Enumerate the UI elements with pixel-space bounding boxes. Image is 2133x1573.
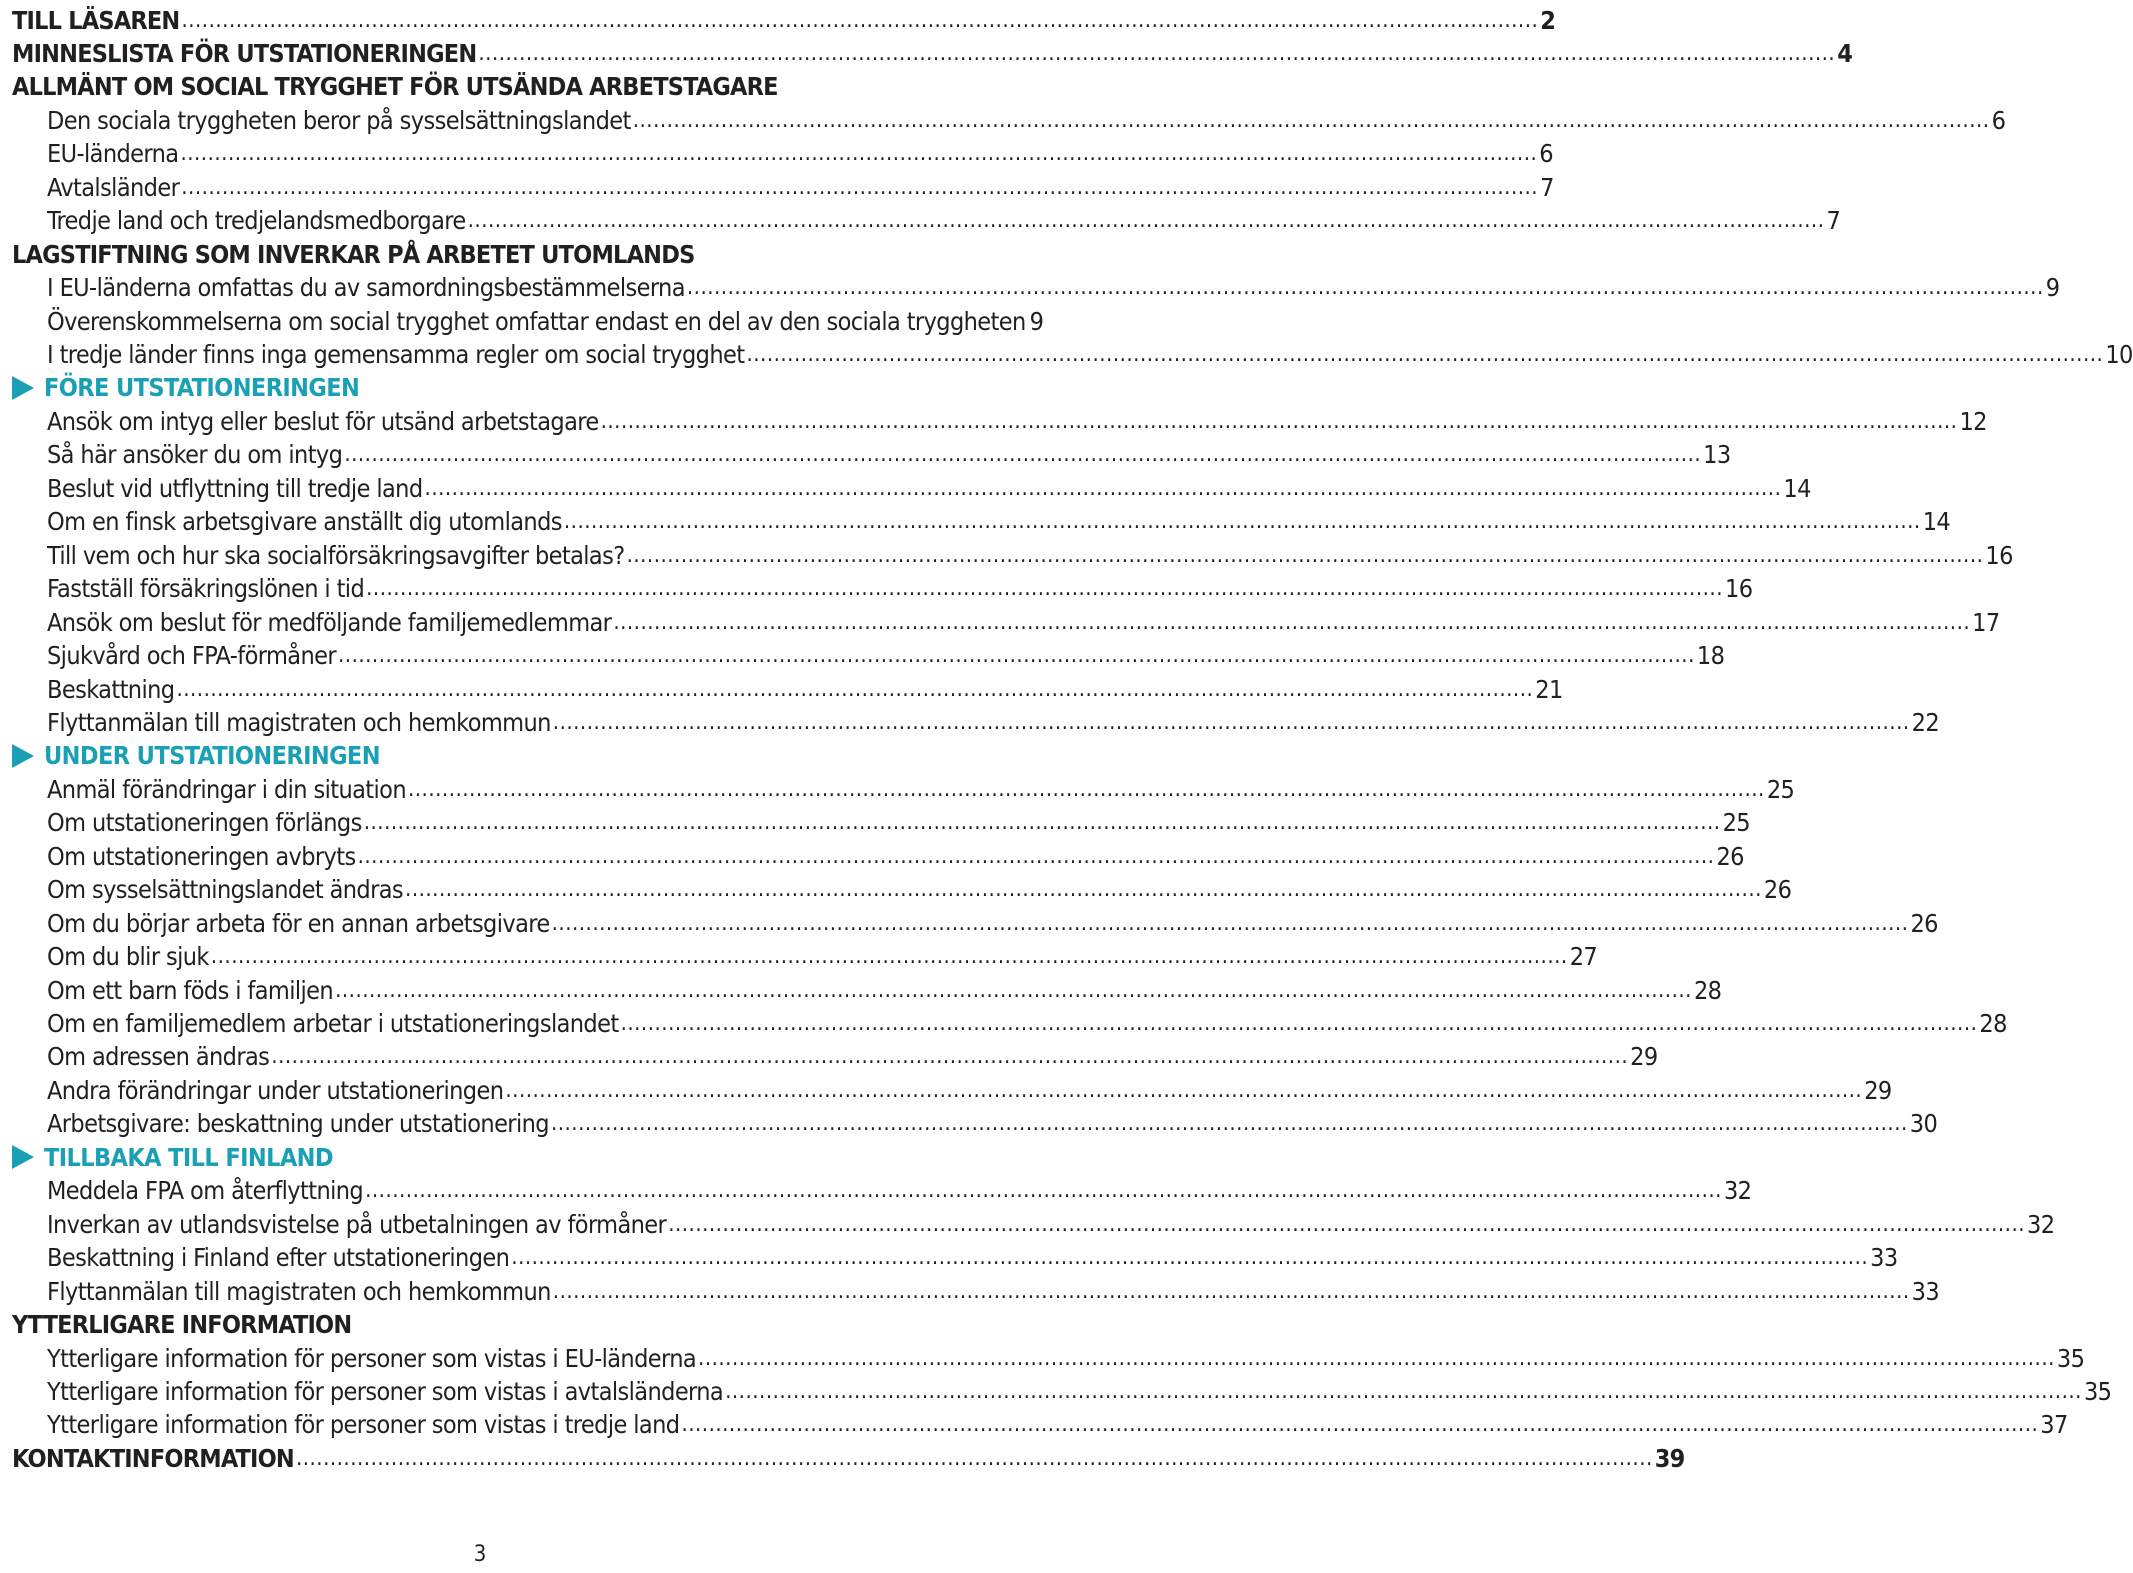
toc-page-number: 4: [1837, 38, 1853, 68]
dot-leader: [687, 275, 2044, 300]
toc-section-heading[interactable]: [12, 371, 957, 405]
toc-label: Avtalsländer: [47, 172, 180, 202]
toc-label: TILLBAKA TILL FINLAND: [44, 1142, 333, 1172]
toc-label: EU-länderna: [47, 139, 179, 169]
toc-entry[interactable]: [47, 940, 1598, 974]
toc-entry[interactable]: [47, 705, 1940, 739]
toc-heading[interactable]: [12, 36, 1853, 70]
dot-leader: [338, 643, 1695, 668]
toc-label: Så här ansöker du om intyg: [47, 440, 343, 470]
toc-page-number: 35: [2083, 1376, 2112, 1406]
dot-leader: [627, 543, 1984, 568]
toc-label: YTTERLIGARE INFORMATION: [12, 1310, 352, 1340]
toc-label: TILL LÄSAREN: [12, 5, 180, 35]
dot-leader: [211, 944, 1568, 969]
toc-page-number: 32: [2027, 1209, 2055, 1239]
toc-page-number: 16: [1724, 574, 1753, 604]
toc-page-number: 13: [1703, 440, 1731, 470]
toc-label: Om du börjar arbeta för en annan arbetsgivare: [47, 908, 550, 938]
toc-entry[interactable]: [47, 572, 1753, 606]
toc-page-number: 26: [1910, 908, 1938, 938]
toc-entry[interactable]: [47, 906, 1938, 940]
toc-entry[interactable]: [47, 438, 1731, 472]
dot-leader: [478, 41, 1835, 66]
toc-label: Arbetsgivare: beskattning under utstationering: [47, 1109, 549, 1139]
dot-leader: [601, 409, 1958, 434]
dot-leader: [425, 476, 1782, 501]
dot-leader: [505, 1078, 1862, 1103]
toc-page-number: 22: [1911, 707, 1940, 737]
toc-label: Flyttanmälan till magistraten och hemkommun: [47, 707, 551, 737]
dot-leader: [551, 1111, 1908, 1136]
toc-page-number: 18: [1696, 641, 1725, 671]
toc-entry[interactable]: [47, 304, 1044, 338]
toc-label: Om en familjemedlem arbetar i utstationeringslandet: [47, 1009, 619, 1038]
toc-label: Tredje land och tredjelandsmedborgare: [47, 206, 466, 236]
toc-entry[interactable]: [47, 873, 1792, 907]
toc-entry[interactable]: [47, 772, 1795, 806]
toc-page-number: 28: [1979, 1009, 2007, 1038]
triangle-bullet-icon: [12, 376, 34, 400]
toc-label: Meddela FPA om återflyttning: [47, 1176, 364, 1206]
toc-entry[interactable]: [47, 505, 1951, 539]
triangle-bullet-icon: [12, 1145, 34, 1169]
dot-leader: [553, 1279, 1910, 1304]
toc-label: Ansök om beslut för medföljande familjemedlemmar: [47, 607, 612, 637]
toc-label: Beskattning i Finland efter utstationeringen: [47, 1243, 510, 1273]
toc-label: Om adressen ändras: [47, 1042, 270, 1072]
toc-page-number: 2: [1540, 5, 1556, 35]
toc-entry[interactable]: [47, 1040, 1658, 1074]
dot-leader: [181, 175, 1538, 200]
toc-label: Till vem och hur ska socialförsäkringsavgifter betalas?: [47, 540, 625, 570]
toc-section-heading[interactable]: [12, 739, 957, 773]
toc-entry[interactable]: [47, 1274, 1940, 1308]
dot-leader: [746, 342, 2103, 367]
toc-entry[interactable]: [47, 471, 1811, 505]
toc-label: Ytterligare information för personer som vistas i tredje land: [47, 1410, 680, 1440]
toc-label: Om utstationeringen avbryts: [47, 841, 356, 871]
dot-leader: [364, 810, 1721, 835]
toc-page-number: 27: [1569, 942, 1598, 972]
dot-leader: [408, 777, 1765, 802]
toc-page-number: 30: [1909, 1109, 1938, 1139]
toc-label: Beslut vid utflyttning till tredje land: [47, 473, 423, 503]
toc-page-number: 29: [1630, 1042, 1658, 1072]
toc-entry[interactable]: [47, 404, 1987, 438]
toc-entry[interactable]: [47, 1207, 2055, 1241]
dot-leader: [181, 8, 1538, 33]
toc-label: FÖRE UTSTATIONERINGEN: [44, 373, 360, 403]
toc-entry[interactable]: [47, 1107, 1938, 1141]
toc-heading[interactable]: [12, 1308, 957, 1342]
dot-leader: [613, 610, 1970, 635]
toc-entry[interactable]: [47, 1241, 1898, 1275]
dot-leader: [668, 1212, 2025, 1237]
toc-label: Om ett barn föds i familjen: [47, 975, 334, 1005]
toc-label: Sjukvård och FPA-förmåner: [47, 641, 337, 671]
toc-label: Fastställ försäkringslönen i tid: [47, 574, 365, 604]
toc-page-number: 7: [1540, 172, 1554, 202]
dot-leader: [358, 844, 1715, 869]
dot-leader: [681, 1412, 2038, 1437]
toc-entry[interactable]: [47, 672, 1563, 706]
toc-label: Om en finsk arbetsgivare anställt dig utomlands: [47, 507, 562, 537]
toc-page-number: 9: [1029, 306, 1044, 336]
toc-label: Beskattning: [47, 674, 175, 704]
toc-entry[interactable]: [47, 1073, 1892, 1107]
toc-section-heading[interactable]: [12, 1140, 957, 1174]
toc-label: Andra förändringar under utstationeringen: [47, 1075, 504, 1105]
toc-heading[interactable]: [12, 3, 1556, 37]
toc-label: I EU-länderna omfattas du av samordningsbestämmelserna: [47, 273, 685, 303]
toc-label: Om sysselsättningslandet ändras: [47, 875, 404, 905]
toc-label: UNDER UTSTATIONERINGEN: [44, 741, 380, 771]
dot-leader: [511, 1245, 1868, 1270]
dot-leader: [725, 1379, 2082, 1404]
toc-page-number: 16: [1985, 540, 2013, 570]
toc-entry[interactable]: [47, 973, 1722, 1007]
toc-page-number: 17: [1972, 607, 2000, 637]
toc-entry[interactable]: [47, 605, 2000, 639]
dot-leader: [366, 576, 1723, 601]
dot-leader: [621, 1011, 1978, 1036]
toc-entry[interactable]: [47, 1408, 2068, 1442]
toc-label: Ytterligare information för personer som vistas i avtalsländerna: [47, 1376, 724, 1406]
toc-page-number: 21: [1535, 674, 1563, 704]
dot-leader: [698, 1346, 2055, 1371]
toc-label: Flyttanmälan till magistraten och hemkommun: [47, 1276, 551, 1306]
toc-page-number: 33: [1870, 1243, 1898, 1273]
toc-page-number: 6: [1539, 139, 1554, 169]
triangle-bullet-icon: [12, 744, 34, 768]
toc-entry[interactable]: [47, 170, 1554, 204]
toc-page-number: 6: [1991, 105, 2006, 135]
toc-page-number: 28: [1693, 975, 1722, 1005]
toc-label: MINNESLISTA FÖR UTSTATIONERINGEN: [12, 38, 477, 68]
dot-leader: [468, 208, 1825, 233]
toc-page-number: 39: [1654, 1443, 1685, 1473]
toc-page-number: 25: [1766, 774, 1795, 804]
toc-entry[interactable]: [47, 1007, 2007, 1041]
dot-leader: [344, 442, 1701, 467]
toc-entry[interactable]: [47, 1374, 2112, 1408]
toc-label: Om du blir sjuk: [47, 942, 209, 972]
toc-page-number: 33: [1911, 1276, 1940, 1306]
toc-label: Inverkan av utlandsvistelse på utbetalningen av förmåner: [47, 1209, 667, 1239]
toc-entry[interactable]: [47, 839, 1744, 873]
dot-leader: [180, 141, 1537, 166]
toc-page-number: 37: [2040, 1410, 2068, 1440]
dot-leader: [553, 710, 1910, 735]
toc-page-number: 14: [1922, 507, 1951, 537]
toc-heading[interactable]: [12, 70, 957, 104]
toc-page-number: 35: [2056, 1343, 2085, 1373]
dot-leader: [335, 978, 1692, 1003]
dot-leader: [552, 911, 1909, 936]
page-number: 3: [473, 1542, 487, 1567]
dot-leader: [405, 877, 1762, 902]
dot-leader: [296, 1446, 1653, 1471]
toc-page-number: 29: [1864, 1075, 1892, 1105]
toc-heading[interactable]: [12, 237, 957, 271]
toc-page-number: 7: [1826, 206, 1841, 236]
toc-label: Ansök om intyg eller beslut för utsänd arbetstagare: [47, 406, 599, 436]
toc-entry[interactable]: [47, 137, 1554, 171]
dot-leader: [176, 677, 1533, 702]
toc-label: Ytterligare information för personer som vistas i EU-länderna: [47, 1343, 697, 1373]
toc-label: Den sociala tryggheten beror på sysselsättningslandet: [47, 105, 631, 135]
toc-entry[interactable]: [47, 538, 2013, 572]
toc-entry[interactable]: [47, 338, 2133, 372]
dot-leader: [633, 108, 1990, 133]
toc-entry[interactable]: [47, 1341, 2085, 1375]
toc-entry[interactable]: [47, 103, 2006, 137]
toc-page-number: 9: [2045, 273, 2060, 303]
toc-page-number: 26: [1763, 875, 1792, 905]
toc-label: Överenskommelserna om social trygghet omfattar endast en del av den sociala tryggheten: [47, 306, 1026, 336]
toc-heading[interactable]: [12, 1441, 1685, 1475]
toc-page-number: 26: [1716, 841, 1744, 871]
toc-page-number: 12: [1959, 406, 1987, 436]
dot-leader: [365, 1178, 1722, 1203]
toc-label: Om utstationeringen förlängs: [47, 808, 362, 838]
toc-entry[interactable]: [47, 1174, 1752, 1208]
dot-leader: [271, 1044, 1628, 1069]
toc-entry[interactable]: [47, 639, 1725, 673]
toc-page-number: 14: [1783, 473, 1811, 503]
toc-page-number: 32: [1723, 1176, 1752, 1206]
toc-label: I tredje länder finns inga gemensamma regler om social trygghet: [47, 340, 745, 369]
dot-leader: [564, 509, 1921, 534]
toc-entry[interactable]: [47, 806, 1750, 840]
toc-entry[interactable]: [47, 204, 1841, 238]
toc-page-number: 25: [1722, 808, 1750, 838]
toc-entry[interactable]: [47, 271, 2060, 305]
toc-page-number: 10: [2105, 340, 2133, 369]
toc-label: LAGSTIFTNING SOM INVERKAR PÅ ARBETET UTOMLANDS: [12, 239, 695, 269]
toc-label: KONTAKTINFORMATION: [12, 1443, 294, 1473]
toc-label: ALLMÄNT OM SOCIAL TRYGGHET FÖR UTSÄNDA ARBETSTAGARE: [12, 72, 778, 102]
toc-label: Anmäl förändringar i din situation: [47, 774, 406, 804]
